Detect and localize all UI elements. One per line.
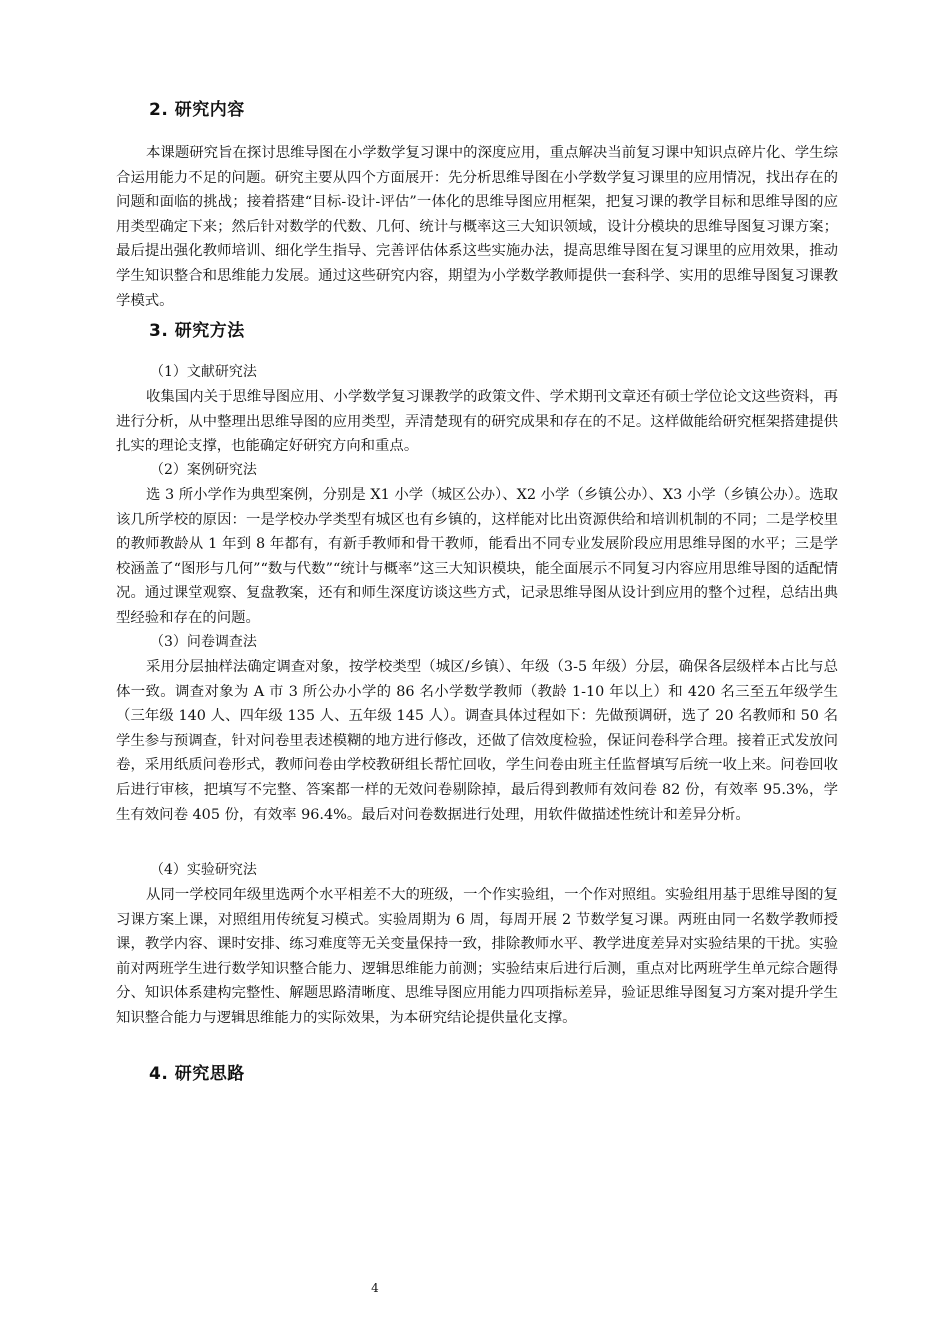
section-heading-research-content: 2. 研究内容 xyxy=(149,100,245,120)
subheading-literature-method: （1）文献研究法 xyxy=(150,364,257,380)
research-content-paragraph: 本课题研究旨在探讨思维导图在小学数学复习课中的深度应用，重点解决当前复习课中知识点碎片化、学生综合运用能力不足的问题。研究主要从四个方面展开：先分析思维导图在小学数学复习课里的应用情况，找出存在的问题和面临的挑战；接着搭建“目标-设计-评估”一体化的思维导图应用框架，把复习课的教学目标和思维导图的应用类型确定下来；然后针对数学的代数、几何、统计与概率这三大知识领域，设计分模块的思维导图复习课方案；最后提出强化教师培训、细化学生指导、完善评估体系这些实施办法，提高思维导图在复习课里的应用效果，推动学生知识整合和思维能力发展。通过这些研究内容，期望为小学数学教师提供一套科学、实用的思维导图复习课教学模式。 xyxy=(116,145,838,309)
section-heading-research-approach: 4. 研究思路 xyxy=(149,1064,245,1084)
case-method-paragraph: 选 3 所小学作为典型案例，分别是 X1 小学（城区公办）、X2 小学（乡镇公办）、X3 小学（乡镇公办）。选取该几所学校的原因：一是学校办学类型有城区也有乡镇的，这样能对比出资源供给和培训机制的不同；二是学校里的教师教龄从 1 年到 8 年都有，有新手教师和骨干教师，能看出不同专业发展阶段应用思维导图的水平；三是学校涵盖了“图形与几何”“数与代数”“统计与概率”这三大知识模块，能全面展示不同复习内容应用思维导图的适配情况。通过课堂观察、复盘教案，还有和师生深度访谈这些方式，记录思维导图从设计到应用的整个过程，总结出典型经验和存在的问题。 xyxy=(116,487,839,626)
experiment-method-paragraph: 从同一学校同年级里选两个水平相差不大的班级，一个作实验组，一个作对照组。实验组用基于思维导图的复习课方案上课，对照组用传统复习模式。实验周期为 6 周，每周开展 2 节数学复习课。两班由同一名数学教师授课，教学内容、课时安排、练习难度等无关变量保持一致，排除教师水平、教学进度差异对实验结果的干扰。实验前对两班学生进行数学知识整合能力、逻辑思维能力前测；实验结束后进行后测，重点对比两班学生单元综合题得分、知识体系建构完整性、解题思路清晰度、思维导图应用能力四项指标差异，验证思维导图复习方案对提升学生知识整合能力与逻辑思维能力的实际效果，为本研究结论提供量化支撑。 xyxy=(116,887,838,1026)
subheading-experiment-method: （4）实验研究法 xyxy=(150,862,257,878)
literature-method-paragraph: 收集国内关于思维导图应用、小学数学复习课教学的政策文件、学术期刊文章还有硕士学位论文这些资料，再进行分析，从中整理出思维导图的应用类型，弄清楚现有的研究成果和存在的不足。这样做能给研究框架搭建提供扎实的理论支撑，也能确定好研究方向和重点。 xyxy=(116,389,838,455)
subheading-case-method: （2）案例研究法 xyxy=(150,462,257,478)
subheading-survey-method: （3）问卷调查法 xyxy=(150,634,257,650)
survey-method-paragraph: 采用分层抽样法确定调查对象，按学校类型（城区/乡镇）、年级（3-5 年级）分层，确保各层级样本占比与总体一致。调查对象为 A 市 3 所公办小学的 86 名小学数学教师（教龄 1-10 年以上）和 420 名三至五年级学生（三年级 140 人、四年级 135 人、五年级 145 人）。调查具体过程如下：先做预调研，选了 20 名教师和 50 名学生参与预调查，针对问卷里表述模糊的地方进行修改，还做了信效度检验，保证问卷科学合理。接着正式发放问卷，采用纸质问卷形式，教师问卷由学校教研组长帮忙回收，学生问卷由班主任监督填写后统一收上来。问卷回收后进行审核，把填写不完整、答案都一样的无效问卷剔除掉，最后得到教师有效问卷 82 份，有效率 95.3%，学生有效问卷 405 份，有效率 96.4%。最后对问卷数据进行处理，用软件做描述性统计和差异分析。 xyxy=(116,659,838,823)
section-heading-research-methods: 3. 研究方法 xyxy=(149,321,245,341)
page-number: 4 xyxy=(371,1281,379,1295)
